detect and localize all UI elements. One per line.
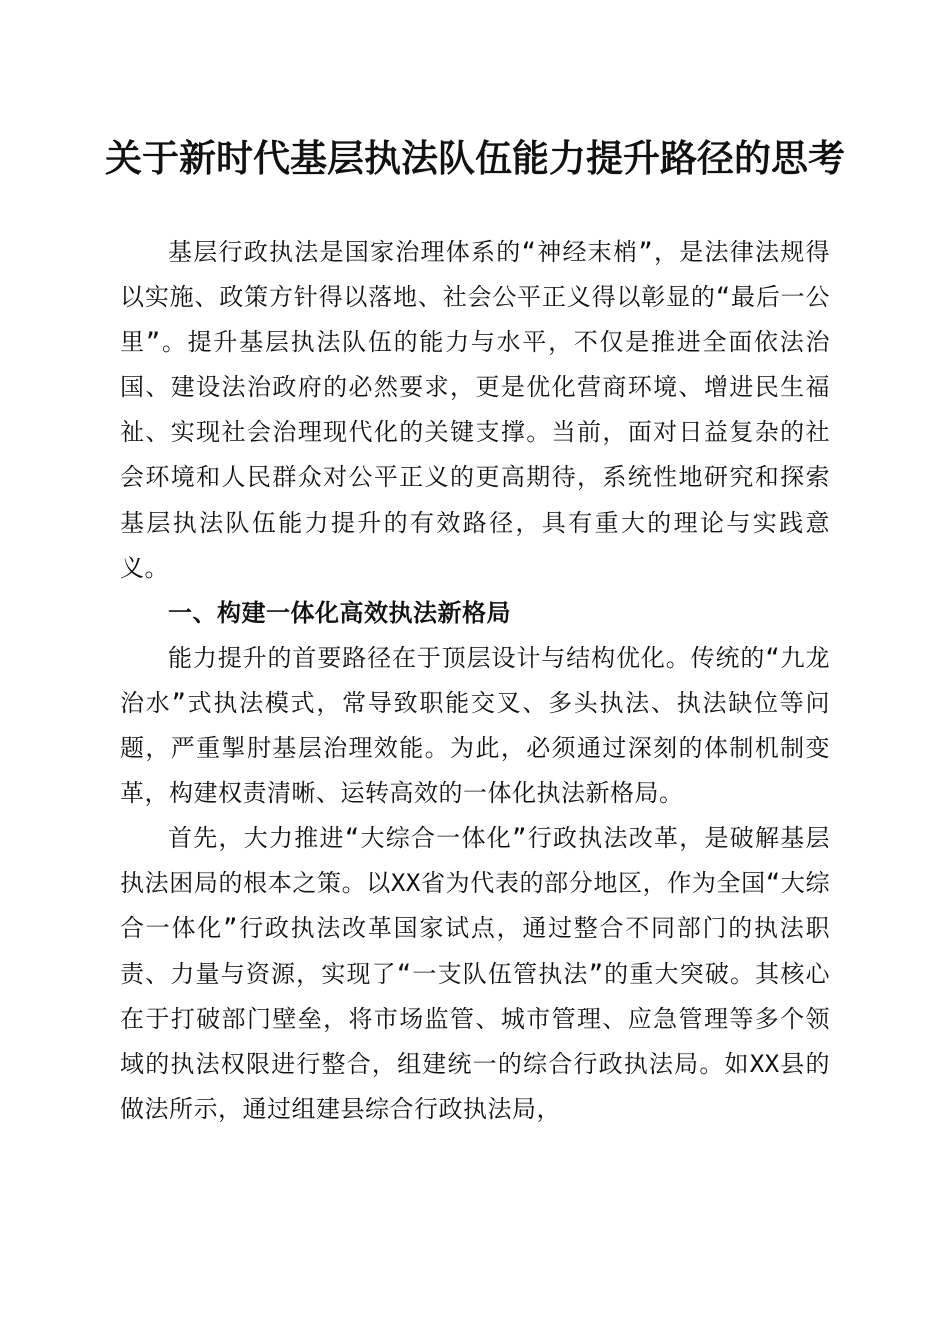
intro-paragraph: 基层行政执法是国家治理体系的“神经末梢”，是法律法规得以实施、政策方针得以落地、社会公平正义得以彰显的“最后一公里”。提升基层执法队伍的能力与水平，不仅是推进全面依法治国、建设法治政府的必然要求，更是优化营商环境、增进民生福祉、实现社会治理现代化的关键支撑。当前，面对日益复杂的社会环境和人民群众对公平正义的更高期待，系统性地研究和探索基层执法队伍能力提升的有效路径，具有重大的理论与实践意义。 [120, 238, 830, 582]
document-body [120, 230, 830, 1132]
body-paragraph: 能力提升的首要路径在于顶层设计与结构优化。传统的“九龙治水”式执法模式，常导致职能交叉、多头执法、执法缺位等问题，严重掣肘基层治理效能。为此，必须通过深刻的体制机制变革，构建权责清晰、运转高效的一体化执法新格局。 [120, 643, 830, 808]
document-title: 关于新时代基层执法队伍能力提升路径的思考 [105, 136, 845, 180]
section-heading: 一、构建一体化高效执法新格局 [168, 598, 511, 627]
body-paragraph: 首先，大力推进“大综合一体化”行政执法改革，是破解基层执法困局的根本之策。以XX省为代表的部分地区，作为全国“大综合一体化”行政执法改革国家试点，通过整合不同部门的执法职责、力量与资源，实现了“一支队伍管执法”的重大突破。其核心在于打破部门壁垒，将市场监管、城市管理、应急管理等多个领域的执法权限进行整合，组建统一的综合行政执法局。如XX县的做法所示，通过组建县综合行政执法局， [120, 824, 830, 1123]
